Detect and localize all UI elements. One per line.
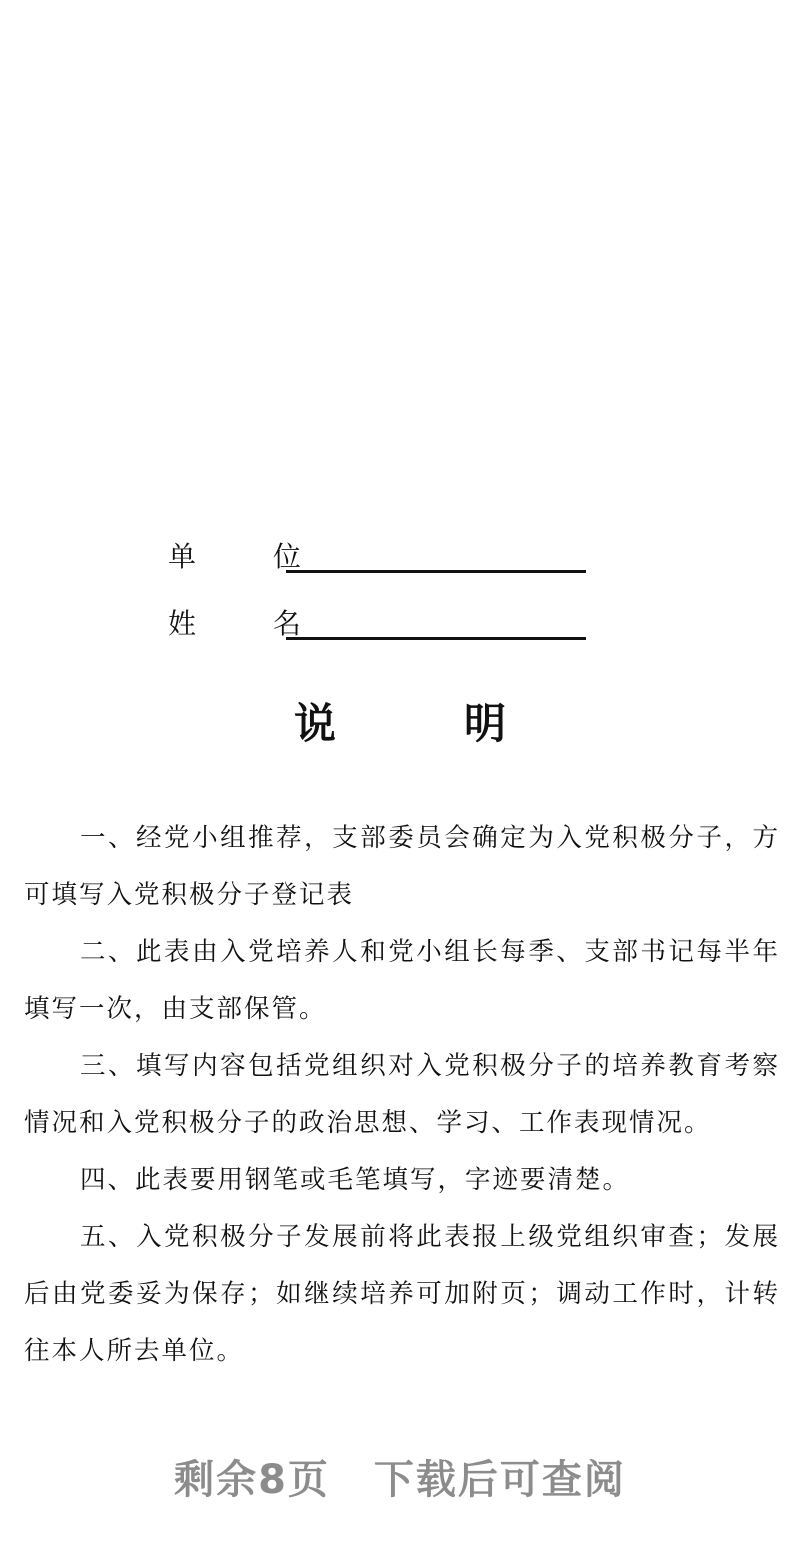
instructions-body [24,810,780,1380]
instruction-item-2: 二、此表由入党培养人和党小组长每季、支部书记每半年填写一次，由支部保管。 [24,937,780,1024]
download-hint-text: 下载后可查阅 [373,1457,626,1503]
instructions-title: 说明 [293,699,634,748]
unit-label: 单 位 [168,540,335,573]
download-prompt[interactable] [0,1450,800,1510]
unit-field [168,537,586,577]
remaining-pages-text: 剩余8页 [174,1457,330,1503]
name-blank-line [286,637,586,640]
unit-blank-line [286,570,586,573]
name-label: 姓 名 [168,607,335,640]
instruction-item-1: 一、经党小组推荐，支部委员会确定为入党积极分子，方可填写入党积极分子登记表 [24,823,780,910]
name-field [168,604,586,644]
instruction-item-4: 四、此表要用钢笔或毛笔填写，字迹要清楚。 [80,1165,631,1195]
instruction-item-3: 三、填写内容包括党组织对入党积极分子的培养教育考察情况和入党积极分子的政治思想、学习、工作表现情况。 [24,1051,780,1138]
instruction-item-5: 五、入党积极分子发展前将此表报上级党组织审查；发展后由党委妥为保存；如继续培养可加附页；调动工作时，计转往本人所去单位。 [24,1222,780,1366]
